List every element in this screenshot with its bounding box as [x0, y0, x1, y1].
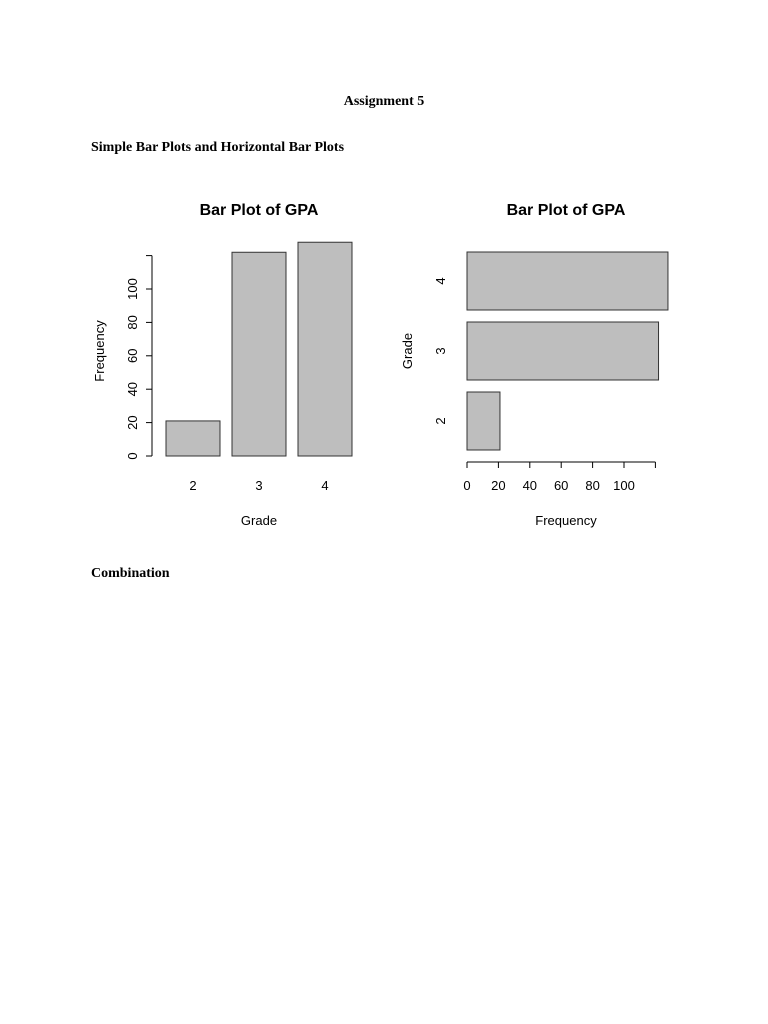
x-tick-label: 3	[255, 478, 263, 493]
section-heading-combination: Combination	[91, 566, 170, 581]
chart-title: Bar Plot of GPA	[199, 202, 319, 219]
x-tick-label: 4	[321, 478, 329, 493]
x-tick-label: 0	[463, 478, 471, 493]
x-tick-label: 40	[522, 478, 538, 493]
document-title: Assignment 5	[343, 94, 425, 109]
bar	[467, 252, 668, 310]
y-axis-label: Grade	[400, 332, 415, 370]
y-tick-label: 100	[125, 278, 140, 300]
y-tick-label: 40	[125, 381, 140, 397]
x-axis-label: Frequency	[535, 513, 597, 528]
y-axis-label: Frequency	[92, 320, 107, 382]
y-tick-label: 80	[125, 315, 140, 330]
x-tick-label: 60	[553, 478, 569, 493]
x-tick-label: 2	[189, 478, 197, 493]
bar	[467, 322, 659, 380]
y-tick-label: 2	[433, 417, 448, 425]
y-tick-label: 4	[433, 277, 448, 285]
y-tick-label: 20	[125, 415, 140, 430]
bar	[467, 392, 500, 450]
x-tick-label: 80	[585, 478, 600, 493]
y-tick-label: 0	[125, 452, 140, 460]
y-tick-label: 60	[125, 348, 140, 364]
x-tick-label: 20	[491, 478, 506, 493]
x-tick-label: 100	[613, 478, 635, 493]
y-tick-label: 3	[433, 347, 448, 355]
x-axis-label: Grade	[240, 513, 278, 528]
section-heading-bar-plots: Simple Bar Plots and Horizontal Bar Plots	[91, 140, 345, 155]
chart-title: Bar Plot of GPA	[506, 202, 626, 219]
